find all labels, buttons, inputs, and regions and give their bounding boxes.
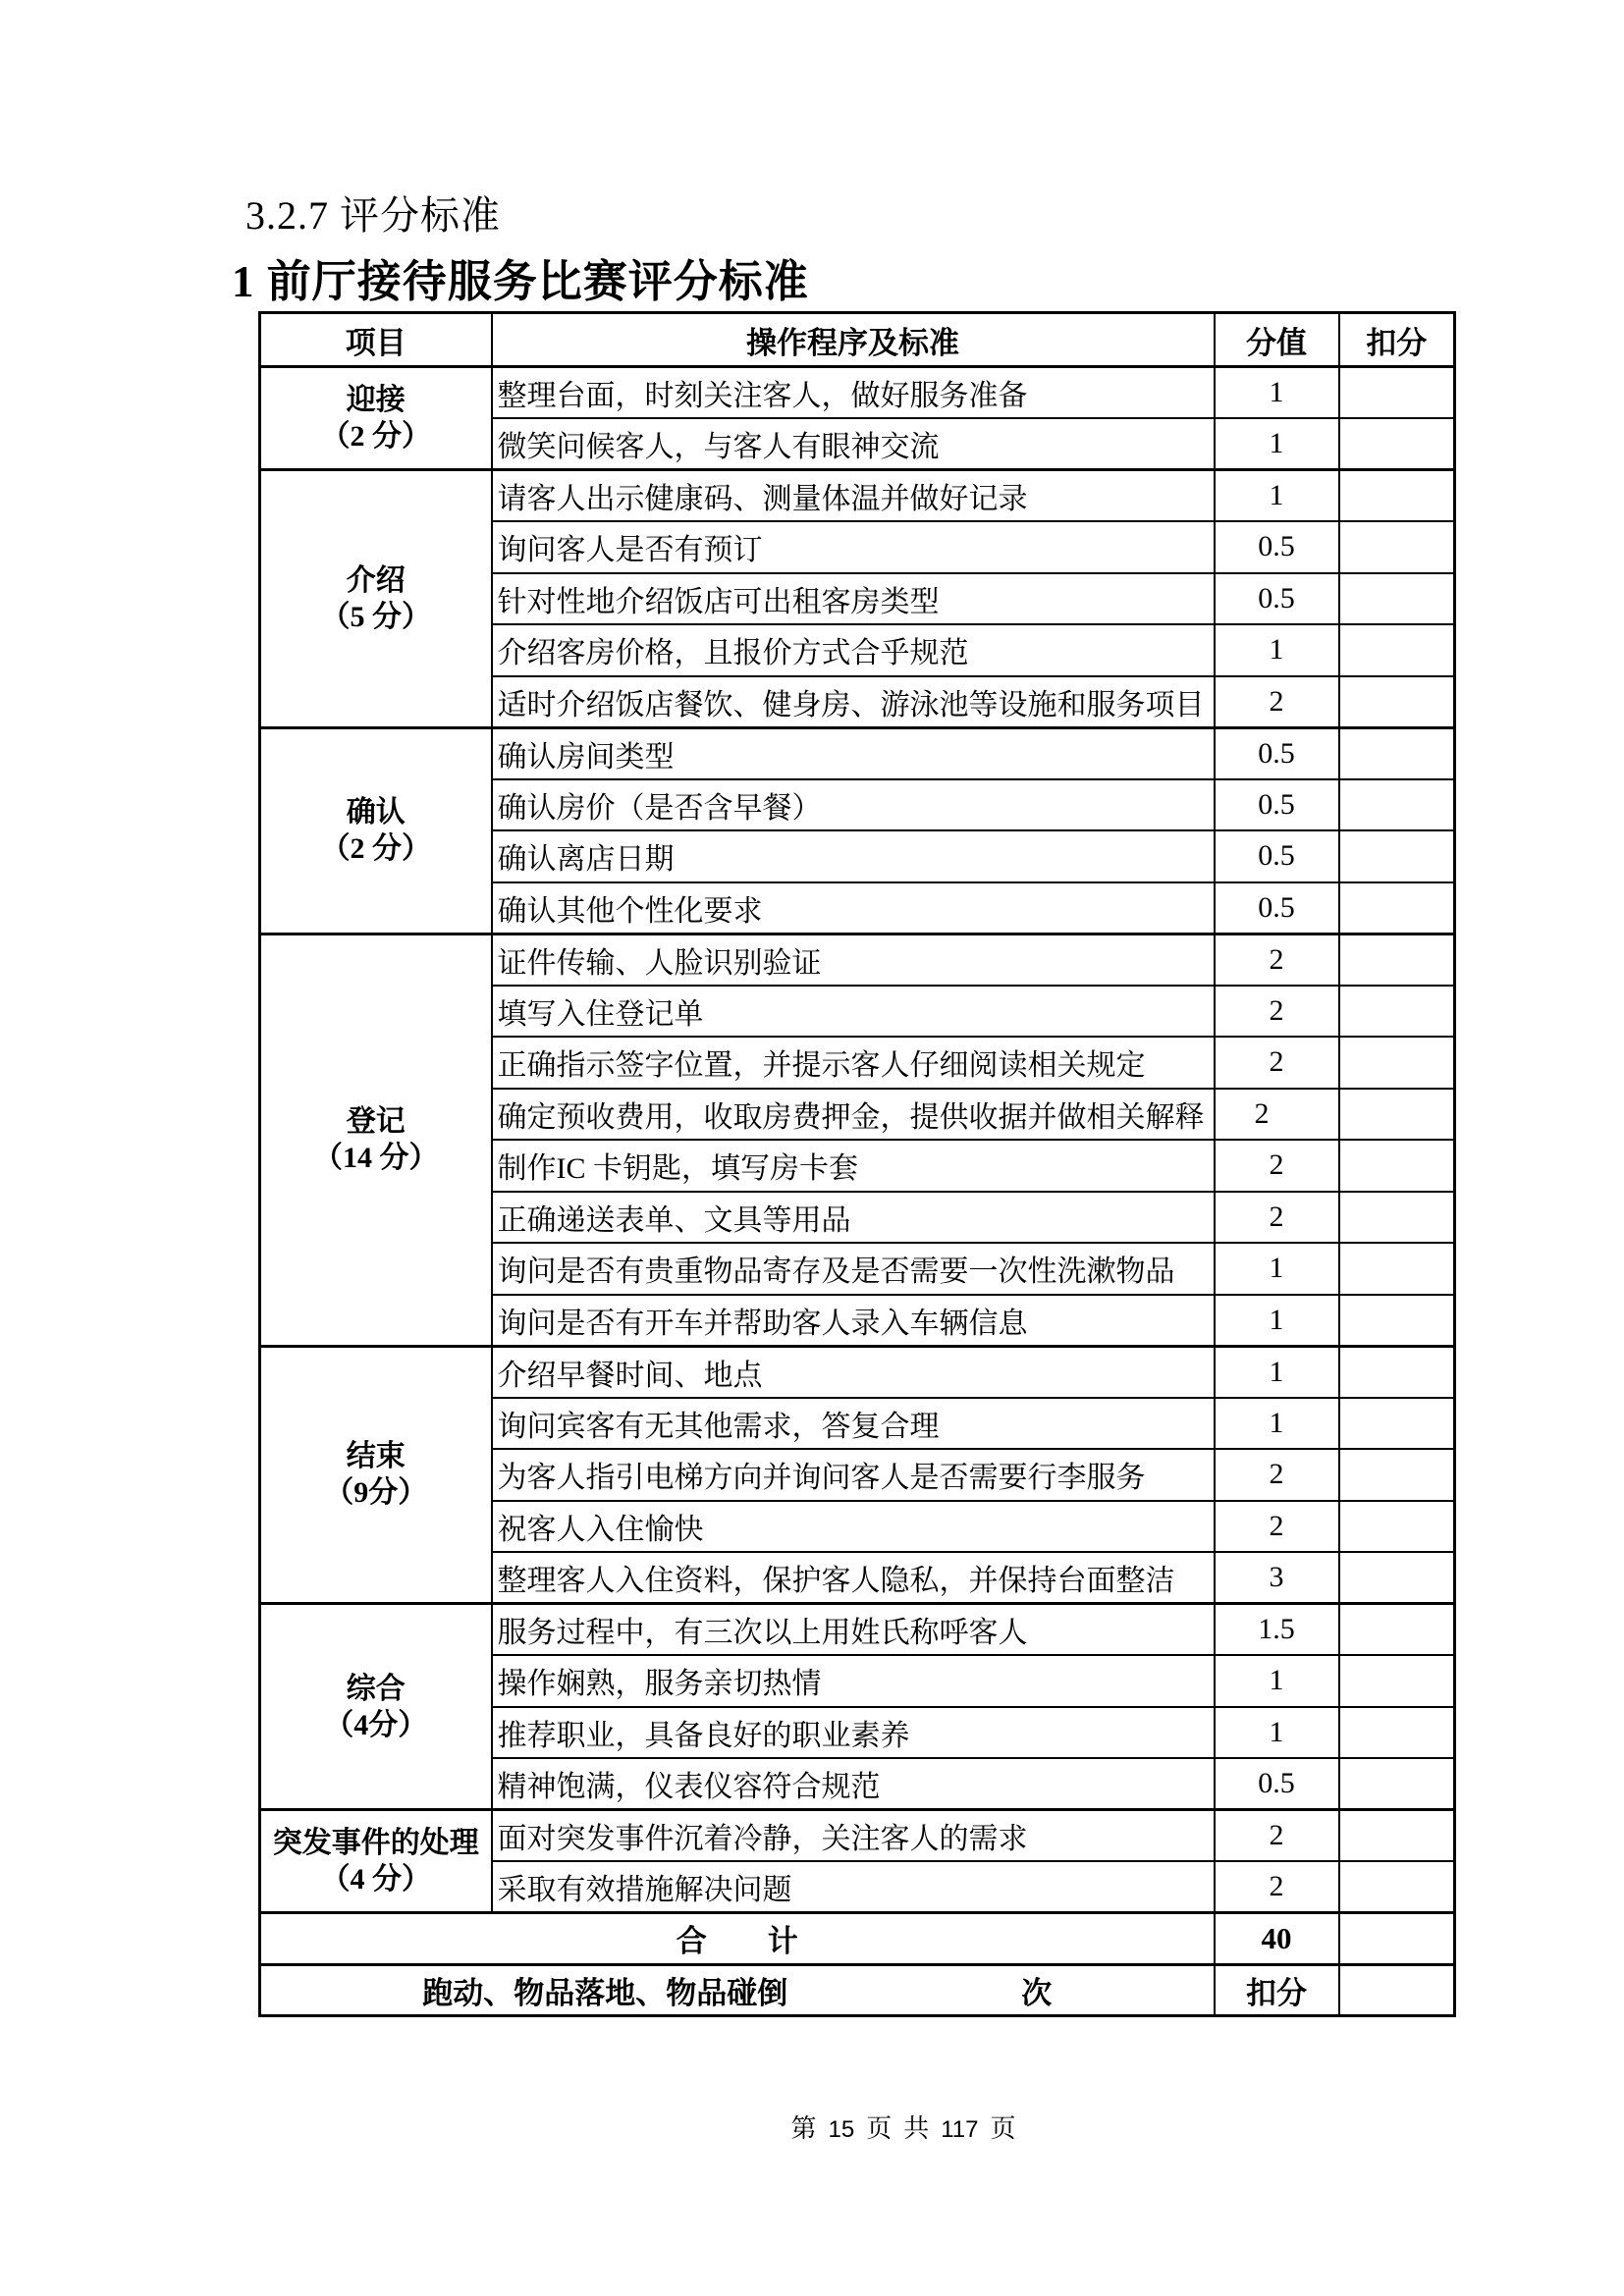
- group-points: （14 分）: [313, 1142, 439, 1174]
- deduction-cell: [1339, 521, 1455, 573]
- deduction-cell: [1339, 1604, 1455, 1656]
- group-label: 综合: [346, 1672, 406, 1705]
- score-cell: 2: [1215, 934, 1339, 986]
- score-cell: 2: [1215, 1861, 1339, 1913]
- score-cell: 1: [1215, 470, 1339, 522]
- score-cell: 2: [1215, 1501, 1339, 1553]
- footer-page-number: 15: [828, 2116, 855, 2143]
- table-row: [260, 1604, 1455, 1656]
- score-cell: 1: [1215, 1243, 1339, 1295]
- group-points: （4分）: [324, 1708, 428, 1741]
- procedure-cell: 采取有效措施解决问题: [492, 1861, 1215, 1913]
- score-cell: 1: [1215, 624, 1339, 676]
- procedure-cell: 服务过程中，有三次以上用姓氏称呼客人: [492, 1604, 1215, 1656]
- procedure-cell: 确认离店日期: [492, 830, 1215, 882]
- score-cell: 2: [1215, 1140, 1339, 1192]
- group-label: 登记: [346, 1105, 406, 1138]
- score-cell: 0.5: [1215, 727, 1339, 779]
- score-cell: 0.5: [1215, 1758, 1339, 1810]
- score-cell: 2: [1215, 1810, 1339, 1862]
- procedure-cell: 适时介绍饭店餐饮、健身房、游泳池等设施和服务项目: [492, 676, 1215, 728]
- procedure-cell: 面对突发事件沉着冷静，关注客人的需求: [492, 1810, 1215, 1862]
- deduction-cell: [1339, 1810, 1455, 1862]
- deduction-cell: [1339, 830, 1455, 882]
- deduction-cell: [1339, 470, 1455, 522]
- group-label: 突发事件的处理: [272, 1827, 479, 1859]
- deduction-cell: [1339, 367, 1455, 419]
- deduction-cell: [1339, 573, 1455, 625]
- deduction-cell: [1339, 1346, 1455, 1398]
- deduction-cell: [1339, 1552, 1455, 1604]
- procedure-cell: 询问是否有开车并帮助客人录入车辆信息: [492, 1295, 1215, 1347]
- score-cell: 0.5: [1215, 779, 1339, 831]
- deduction-cell: [1339, 1964, 1455, 2016]
- procedure-cell: 确认房价（是否含早餐）: [492, 779, 1215, 831]
- procedure-cell: 询问客人是否有预订: [492, 521, 1215, 573]
- score-cell: 1: [1215, 367, 1339, 419]
- procedure-cell: 正确指示签字位置，并提示客人仔细阅读相关规定: [492, 1037, 1215, 1089]
- procedure-cell: 填写入住登记单: [492, 986, 1215, 1038]
- procedure-cell: 祝客人入住愉快: [492, 1501, 1215, 1553]
- procedure-cell: 精神饱满，仪表仪容符合规范: [492, 1758, 1215, 1810]
- footer-text: 页: [990, 2114, 1016, 2143]
- procedure-cell: 为客人指引电梯方向并询问客人是否需要行李服务: [492, 1449, 1215, 1501]
- section-heading: 3.2.7 评分标准: [245, 193, 501, 238]
- footer-total-pages: 117: [941, 2116, 979, 2143]
- scoring-table: [258, 311, 1456, 2017]
- deduction-cell: [1339, 934, 1455, 986]
- group-label: 迎接: [346, 384, 406, 416]
- score-cell: 2: [1215, 1089, 1339, 1141]
- total-label-cell: 合 计: [260, 1913, 1215, 1965]
- footer-text: 共: [903, 2114, 930, 2143]
- total-score-cell: 40: [1215, 1913, 1339, 1965]
- header-item: 项目: [260, 313, 492, 367]
- procedure-cell: 证件传输、人脸识别验证: [492, 934, 1215, 986]
- deduction-cell: [1339, 986, 1455, 1038]
- procedure-cell: 整理客人入住资料，保护客人隐私，并保持台面整洁: [492, 1552, 1215, 1604]
- procedure-cell: 请客人出示健康码、测量体温并做好记录: [492, 470, 1215, 522]
- score-cell: 2: [1215, 676, 1339, 728]
- deduction-cell: [1339, 727, 1455, 779]
- deduction-cell: [1339, 624, 1455, 676]
- procedure-cell: 询问是否有贵重物品寄存及是否需要一次性洗漱物品: [492, 1243, 1215, 1295]
- score-cell: 1: [1215, 1655, 1339, 1707]
- procedure-cell: 操作娴熟，服务亲切热情: [492, 1655, 1215, 1707]
- item-cell-welcome: [260, 367, 492, 470]
- deduction-cell: [1339, 1449, 1455, 1501]
- group-points: （2 分）: [320, 420, 431, 453]
- deduction-cell: [1339, 1655, 1455, 1707]
- deduction-cell: [1339, 1758, 1455, 1810]
- score-cell: 2: [1215, 1192, 1339, 1244]
- procedure-cell: 推荐职业，具备良好的职业素养: [492, 1707, 1215, 1759]
- group-points: （5 分）: [320, 600, 431, 633]
- table-title: 1 前厅接待服务比赛评分标准: [232, 257, 809, 306]
- total-row: [260, 1913, 1455, 1965]
- deduction-cell: [1339, 1501, 1455, 1553]
- group-label: 确认: [346, 796, 406, 828]
- table-row: [260, 727, 1455, 779]
- group-points: （4 分）: [320, 1863, 431, 1896]
- table-row: [260, 470, 1455, 522]
- procedure-cell: 确认其他个性化要求: [492, 882, 1215, 934]
- item-cell-emergency: [260, 1810, 492, 1913]
- deduction-cell: [1339, 1295, 1455, 1347]
- item-cell-register: [260, 934, 492, 1346]
- score-cell: 0.5: [1215, 882, 1339, 934]
- procedure-cell: 询问宾客有无其他需求，答复合理: [492, 1398, 1215, 1450]
- score-cell: 1: [1215, 1295, 1339, 1347]
- score-cell: 2: [1215, 1449, 1339, 1501]
- deduction-cell: [1339, 1398, 1455, 1450]
- group-label: 介绍: [346, 563, 406, 597]
- deduction-cell: [1339, 1140, 1455, 1192]
- deduction-cell: [1339, 1861, 1455, 1913]
- deduction-cell: [1339, 676, 1455, 728]
- item-cell-overall: [260, 1604, 492, 1810]
- item-cell-finish: [260, 1346, 492, 1604]
- score-cell: 1: [1215, 418, 1339, 470]
- table-row: [260, 934, 1455, 986]
- penalty-label: 跑动、物品落地、物品碰倒: [422, 1975, 788, 2010]
- procedure-cell: 确认房间类型: [492, 727, 1215, 779]
- procedure-cell: 确定预收费用，收取房费押金，提供收据并做相关解释: [492, 1089, 1215, 1141]
- header-procedure: 操作程序及标准: [492, 313, 1215, 367]
- page-footer: [91, 2109, 1624, 2145]
- score-cell: 0.5: [1215, 521, 1339, 573]
- score-cell: 2: [1215, 986, 1339, 1038]
- procedure-cell: 针对性地介绍饭店可出租客房类型: [492, 573, 1215, 625]
- procedure-cell: 正确递送表单、文具等用品: [492, 1192, 1215, 1244]
- item-cell-confirm: [260, 727, 492, 934]
- deduction-cell: [1339, 1192, 1455, 1244]
- deduction-cell: [1339, 1243, 1455, 1295]
- group-label: 结束: [346, 1440, 406, 1473]
- deduction-cell: [1339, 779, 1455, 831]
- table-header-row: [260, 313, 1455, 367]
- deduction-cell: [1339, 1037, 1455, 1089]
- table-row: [260, 1346, 1455, 1398]
- procedure-cell: 制作IC 卡钥匙，填写房卡套: [492, 1140, 1215, 1192]
- table-row: [260, 1810, 1455, 1862]
- procedure-cell: 整理台面，时刻关注客人，做好服务准备: [492, 367, 1215, 419]
- procedure-cell: 介绍客房价格，且报价方式合乎规范: [492, 624, 1215, 676]
- score-cell: 1: [1215, 1707, 1339, 1759]
- procedure-cell: 介绍早餐时间、地点: [492, 1346, 1215, 1398]
- deduction-cell: [1339, 882, 1455, 934]
- penalty-score-cell: 扣分: [1215, 1964, 1339, 2016]
- score-cell: 3: [1215, 1552, 1339, 1604]
- penalty-unit: 次: [1021, 1975, 1053, 2010]
- score-cell: 0.5: [1215, 573, 1339, 625]
- penalty-row: [260, 1964, 1455, 2016]
- score-cell: 0.5: [1215, 830, 1339, 882]
- item-cell-introduce: [260, 470, 492, 728]
- group-points: （2 分）: [320, 832, 431, 865]
- deduction-cell: [1339, 1707, 1455, 1759]
- header-deduction: 扣分: [1339, 313, 1455, 367]
- header-score: 分值: [1215, 313, 1339, 367]
- group-points: （9分）: [324, 1476, 428, 1510]
- deduction-cell: [1339, 1913, 1455, 1965]
- footer-text: 第: [790, 2114, 817, 2143]
- deduction-cell: [1339, 1089, 1455, 1141]
- penalty-label-cell: [260, 1964, 1215, 2016]
- procedure-cell: 微笑问候客人，与客人有眼神交流: [492, 418, 1215, 470]
- score-cell: 1: [1215, 1346, 1339, 1398]
- footer-text: 页: [866, 2114, 893, 2143]
- table-row: [260, 367, 1455, 419]
- score-cell: 1: [1215, 1398, 1339, 1450]
- score-cell: 2: [1215, 1037, 1339, 1089]
- score-cell: 1.5: [1215, 1604, 1339, 1656]
- deduction-cell: [1339, 418, 1455, 470]
